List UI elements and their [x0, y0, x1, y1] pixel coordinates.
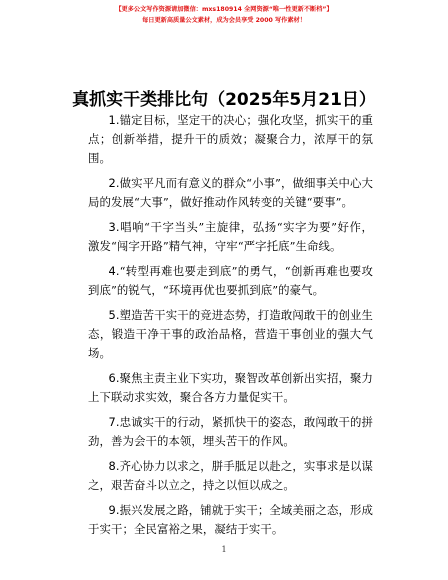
document-title: 真抓实干类排比句（2025年5月21日） — [72, 90, 376, 110]
paragraph-number: 5. — [108, 308, 120, 322]
document-body — [88, 111, 373, 545]
paragraph-number: 7. — [108, 415, 120, 429]
promo-banner — [0, 4, 448, 26]
paragraph-number: 9. — [108, 503, 120, 517]
paragraph-text: 塑造苦干实干的竞进态势，打造敢闯敢干的创业生态，锻造干净干事的政治品格，营造干事创业的强大气场。 — [88, 308, 373, 360]
paragraph-6 — [88, 369, 373, 407]
paragraph-number: 4. — [108, 264, 120, 278]
paragraph-2 — [88, 174, 373, 212]
paragraph-4 — [88, 262, 373, 300]
paragraph-5 — [88, 306, 373, 363]
paragraph-text: 锚定目标，坚定干的决心；强化攻坚，抓实干的重点；创新举措，提升干的质效；凝聚合力，浓厚干的氛围。 — [88, 113, 373, 165]
paragraph-text: 振兴发展之路，铺就于实干；全域美丽之态，形成于实干；全民富裕之果，凝结于实干。 — [88, 503, 373, 536]
paragraph-7 — [88, 413, 373, 451]
paragraph-3 — [88, 218, 373, 256]
paragraph-9 — [88, 501, 373, 539]
paragraph-number: 6. — [108, 371, 120, 385]
paragraph-number: 1. — [108, 113, 120, 127]
paragraph-text: 聚焦主责主业下实功，聚智改革创新出实招，聚力上下联动求实效，聚合各方力量促实干。 — [88, 371, 373, 404]
page-number: 1 — [221, 545, 227, 554]
paragraph-text: 齐心协力以求之，胼手胝足以赴之，实事求是以谋之，艰苦奋斗以立之，持之以恒以成之。 — [88, 459, 373, 492]
promo-banner-line-1: 【更多公文写作资源请加微信：mxs180914 全网资源“唯一性更新不断档”】 — [115, 6, 333, 13]
paragraph-number: 8. — [108, 459, 120, 473]
paragraph-number: 3. — [108, 220, 120, 234]
paragraph-text: 唱响“干字当头”主旋律，弘扬“实字为要”好作，激发“闯字开路”精气神，守牢“严字托底”生命线。 — [88, 220, 373, 253]
paragraph-text: 做实平凡而有意义的群众“小事”，做细事关中心大局的发展“大事”，做好推动作风转变的关键“要事”。 — [88, 176, 373, 209]
promo-banner-line-2: 每日更新高质量公文素材，成为会员享受 2000 写作素材！ — [142, 17, 306, 24]
paragraph-8 — [88, 457, 373, 495]
paragraph-number: 2. — [108, 176, 120, 190]
paragraph-1 — [88, 111, 373, 168]
paragraph-text: “转型再难也要走到底”的勇气，“创新再难也要攻到底”的锐气，“环境再优也要抓到底”的豪气。 — [88, 264, 373, 297]
paragraph-text: 忠诚实干的行动，紧抓快干的姿态，敢闯敢干的拼劲，善为会干的本领，埋头苦干的作风。 — [88, 415, 373, 448]
